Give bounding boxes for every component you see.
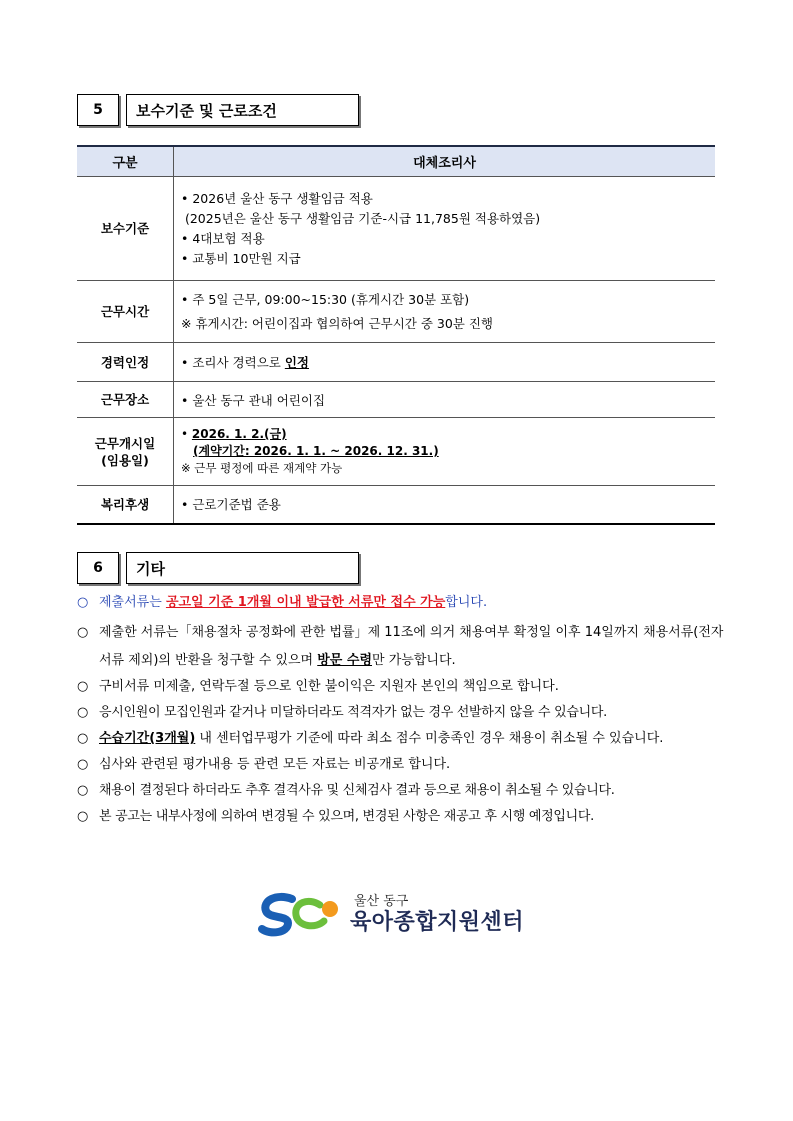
section-5-header bbox=[77, 94, 359, 126]
section-6-header bbox=[77, 552, 359, 584]
row-label: 보수기준 bbox=[77, 177, 174, 281]
table-row bbox=[77, 177, 715, 281]
value-text: • 조리사 경력으로 bbox=[181, 355, 285, 370]
value-line: • 교통비 10만원 지급 bbox=[181, 250, 301, 266]
circle-bullet-icon: ○ bbox=[77, 679, 89, 694]
column-header: 구분 bbox=[77, 146, 174, 177]
notes-list bbox=[77, 593, 727, 833]
row-value bbox=[174, 281, 716, 343]
row-label-line: 근무개시일 bbox=[94, 435, 156, 451]
table-row bbox=[77, 343, 715, 382]
row-label: 복리후생 bbox=[77, 486, 174, 524]
value-line: • 4대보험 적용 bbox=[181, 230, 265, 246]
circle-bullet-icon: ○ bbox=[77, 809, 89, 824]
note-emphasis: 방문 수령 bbox=[317, 653, 373, 668]
circle-bullet-icon: ○ bbox=[77, 625, 89, 640]
value-line: ※ 근무 평정에 따른 재계약 가능 bbox=[181, 461, 343, 475]
row-label: 근무시간 bbox=[77, 281, 174, 343]
section-number: 5 bbox=[77, 94, 119, 126]
circle-bullet-icon: ○ bbox=[77, 731, 89, 746]
note-text: 본 공고는 내부사정에 의하여 변경될 수 있으며, 변경된 사항은 재공고 후 시행 예정입니다. bbox=[99, 809, 594, 824]
note-text: 제출서류는 bbox=[99, 595, 166, 610]
circle-bullet-icon: ○ bbox=[77, 783, 89, 798]
note-text: 심사와 관련된 평가내용 등 관련 모든 자료는 비공개로 합니다. bbox=[99, 757, 451, 772]
row-label: 근무장소 bbox=[77, 382, 174, 418]
table-row bbox=[77, 281, 715, 343]
circle-bullet-icon: ○ bbox=[77, 595, 89, 610]
list-item bbox=[77, 593, 727, 613]
value-line: (2025년은 울산 동구 생활임금 기준-시급 11,785원 적용하였음) bbox=[181, 210, 541, 226]
row-label: 경력인정 bbox=[77, 343, 174, 382]
row-label bbox=[77, 418, 174, 486]
list-item bbox=[77, 807, 727, 827]
value-line: ※ 휴게시간: 어린이집과 협의하여 근무시간 중 30분 진행 bbox=[181, 315, 493, 331]
section-title: 기타 bbox=[126, 552, 359, 584]
column-header: 대체조리사 bbox=[174, 146, 716, 177]
row-value bbox=[174, 418, 716, 486]
note-emphasis: 공고일 기준 1개월 이내 발급한 서류만 접수 가능 bbox=[165, 595, 446, 610]
table-row bbox=[77, 418, 715, 486]
list-item bbox=[77, 619, 727, 675]
logo-subtitle: 울산 동구 bbox=[354, 894, 409, 909]
section-number: 6 bbox=[77, 552, 119, 584]
logo-title: 육아종합지원센터 bbox=[350, 910, 525, 935]
row-label-line: (임용일) bbox=[101, 452, 149, 468]
circle-bullet-icon: ○ bbox=[77, 705, 89, 720]
note-text: 제출한 서류는「채용절차 공정화에 관한 법률」제 11조에 의거 채용여부 확정일 이후 14일까지 채용서류(전자서류 제외)의 반환을 청구할 수 있으며 bbox=[99, 625, 724, 668]
section-title: 보수기준 및 근로조건 bbox=[126, 94, 359, 126]
circle-bullet-icon: ○ bbox=[77, 757, 89, 772]
list-item bbox=[77, 755, 727, 775]
table-row bbox=[77, 382, 715, 418]
note-emphasis: 수습기간(3개월) bbox=[99, 731, 196, 746]
list-item bbox=[77, 703, 727, 723]
start-date: 2026. 1. 2.(금) bbox=[191, 427, 287, 441]
list-item bbox=[77, 677, 727, 697]
note-text: 내 센터업무평가 기준에 따라 최소 점수 미충족인 경우 채용이 취소될 수 있습니다. bbox=[195, 731, 664, 746]
center-logo bbox=[258, 888, 548, 942]
table-header-row bbox=[77, 146, 715, 177]
conditions-table bbox=[77, 145, 715, 525]
row-value bbox=[174, 343, 716, 382]
value-emphasis: 인정 bbox=[284, 355, 309, 370]
value-line: • 주 5일 근무, 09:00~15:30 (휴게시간 30분 포함) bbox=[181, 291, 470, 307]
list-item bbox=[77, 781, 727, 801]
row-value: • 울산 동구 관내 어린이집 bbox=[174, 382, 716, 418]
note-text: 응시인원이 모집인원과 같거나 미달하더라도 적격자가 없는 경우 선발하지 않을 수 있습니다. bbox=[99, 705, 607, 720]
note-text: 구비서류 미제출, 연락두절 등으로 인한 불이익은 지원자 본인의 책임으로 합니다. bbox=[99, 679, 559, 694]
logo-mark-icon bbox=[258, 891, 342, 939]
note-text: 합니다. bbox=[445, 595, 488, 610]
note-text: 만 가능합니다. bbox=[372, 653, 456, 668]
value-line: • 2026년 울산 동구 생활임금 적용 bbox=[181, 190, 373, 206]
row-value bbox=[174, 177, 716, 281]
note-text: 채용이 결정된다 하더라도 추후 결격사유 및 신체검사 결과 등으로 채용이 취소될 수 있습니다. bbox=[99, 783, 615, 798]
table-row bbox=[77, 486, 715, 524]
bullet: • bbox=[181, 427, 192, 441]
contract-period: (계약기간: 2026. 1. 1. ~ 2026. 12. 31.) bbox=[193, 444, 439, 458]
row-value: • 근로기준법 준용 bbox=[174, 486, 716, 524]
list-item bbox=[77, 729, 727, 749]
